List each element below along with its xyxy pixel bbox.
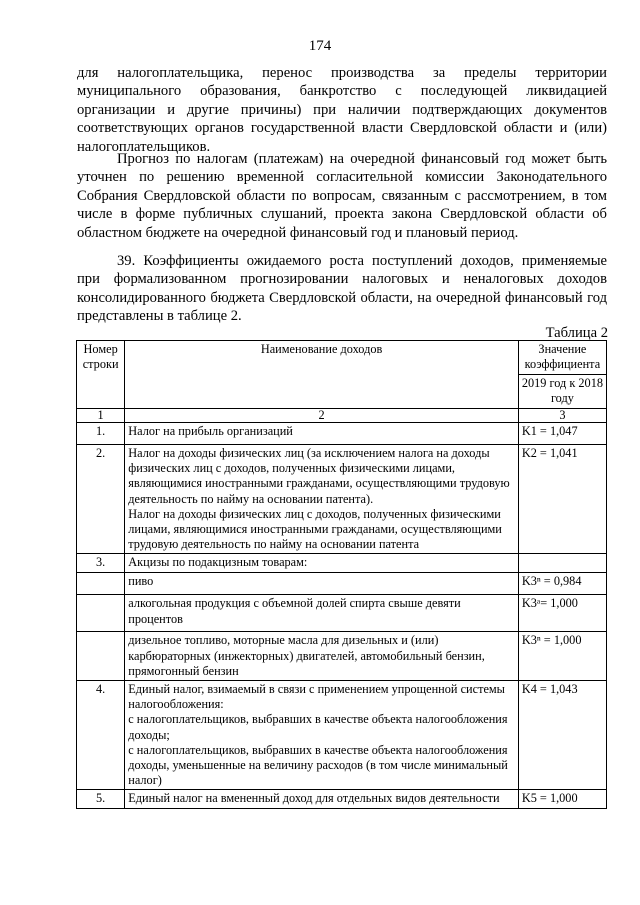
table-caption: Таблица 2	[545, 325, 608, 341]
row-name: Единый налог на вмененный доход для отдельных видов деятельности	[125, 790, 519, 808]
row-number: 1.	[77, 423, 125, 445]
table-row	[77, 445, 607, 554]
paragraph-item-39: 39. Коэффициенты ожидаемого роста поступлений доходов, применяемые при формализованном прогнозировании налоговых и неналоговых доходов консолидированного бюджета Свердловской области, на очередной финансовый год представлены в таблице 2.	[77, 253, 607, 325]
row-value: K2 = 1,041	[518, 445, 606, 554]
table-header-row	[77, 341, 607, 375]
row-name	[125, 445, 519, 554]
header-year: 2019 год к 2018 году	[518, 375, 606, 409]
row-number	[77, 595, 125, 632]
column-numbers-row	[77, 409, 607, 423]
row-name-part: Налог на доходы физических лиц с доходов, полученных физическими лицами, являющимися иностранными гражданами, осуществляющими трудовую деятельность по найму на основании патента	[128, 506, 502, 552]
header-row-number: Номер строки	[77, 341, 125, 409]
header-coefficient-value: Значение коэффициента	[518, 341, 606, 375]
row-name-part: с налогоплательщиков, выбравших в качестве объекта налогообложения доходы;	[128, 712, 508, 742]
header-income-name: Наименование доходов	[125, 341, 519, 409]
coefficients-table	[76, 340, 607, 809]
row-name-part: с налогоплательщиков, выбравших в качестве объекта налогообложения доходы, уменьшенные на величину расходов (в том числе минимальный налог)	[128, 742, 508, 788]
row-name: пиво	[125, 573, 519, 595]
row-number	[77, 632, 125, 681]
row-value: K1 = 1,047	[518, 423, 606, 445]
row-value: K3ⁿ = 1,000	[518, 632, 606, 681]
row-name-part: Налог на доходы физических лиц (за исключением налога на доходы физических лиц с доходов, полученных физическими лицами, являющимися иностранными гражданами, осуществляющими трудовую деятельность по найму на основании патента).	[128, 446, 510, 506]
paragraph-continuation: для налогоплательщика, перенос производства за пределы территории муниципального образования, банкротство с последующей ликвидацией организации и другие причины) при наличии подтверждающих документов соответствующих органов государственной власти Свердловской области и (или) налогоплательщиков.	[77, 65, 607, 155]
table-row	[77, 554, 607, 573]
table-row	[77, 790, 607, 808]
row-name	[125, 681, 519, 790]
row-number: 2.	[77, 445, 125, 554]
row-value: K3ᵃ= 1,000	[518, 595, 606, 632]
row-name: Налог на прибыль организаций	[125, 423, 519, 445]
table-row	[77, 423, 607, 445]
row-number: 4.	[77, 681, 125, 790]
table-row	[77, 632, 607, 681]
row-value: K5 = 1,000	[518, 790, 606, 808]
col-num-3: 3	[518, 409, 606, 423]
row-value	[518, 554, 606, 573]
paragraph-forecast: Прогноз по налогам (платежам) на очередной финансовый год может быть уточнен по решению временной согласительной комиссии Законодательного Собрания Свердловской области по вопросам, связанным с рассмотрением, в том числе в форме публичных слушаний, проекта закона Свердловской области об областном бюджете на очередной финансовый год и плановый период.	[77, 151, 607, 241]
row-name-part: Единый налог, взимаемый в связи с применением упрощенной системы налогообложения:	[128, 682, 505, 712]
table-row	[77, 573, 607, 595]
row-number	[77, 573, 125, 595]
row-value: K3ⁿ = 0,984	[518, 573, 606, 595]
row-number: 3.	[77, 554, 125, 573]
row-name: Акцизы по подакцизным товарам:	[125, 554, 519, 573]
row-value: K4 = 1,043	[518, 681, 606, 790]
table-row	[77, 681, 607, 790]
row-number: 5.	[77, 790, 125, 808]
col-num-2: 2	[125, 409, 519, 423]
row-name: дизельное топливо, моторные масла для дизельных и (или) карбюраторных (инжекторных) двигателей, автомобильный бензин, прямогонный бензин	[125, 632, 519, 681]
col-num-1: 1	[77, 409, 125, 423]
page-number: 174	[308, 38, 332, 54]
table-row	[77, 595, 607, 632]
row-name: алкогольная продукция с объемной долей спирта свыше девяти процентов	[125, 595, 519, 632]
